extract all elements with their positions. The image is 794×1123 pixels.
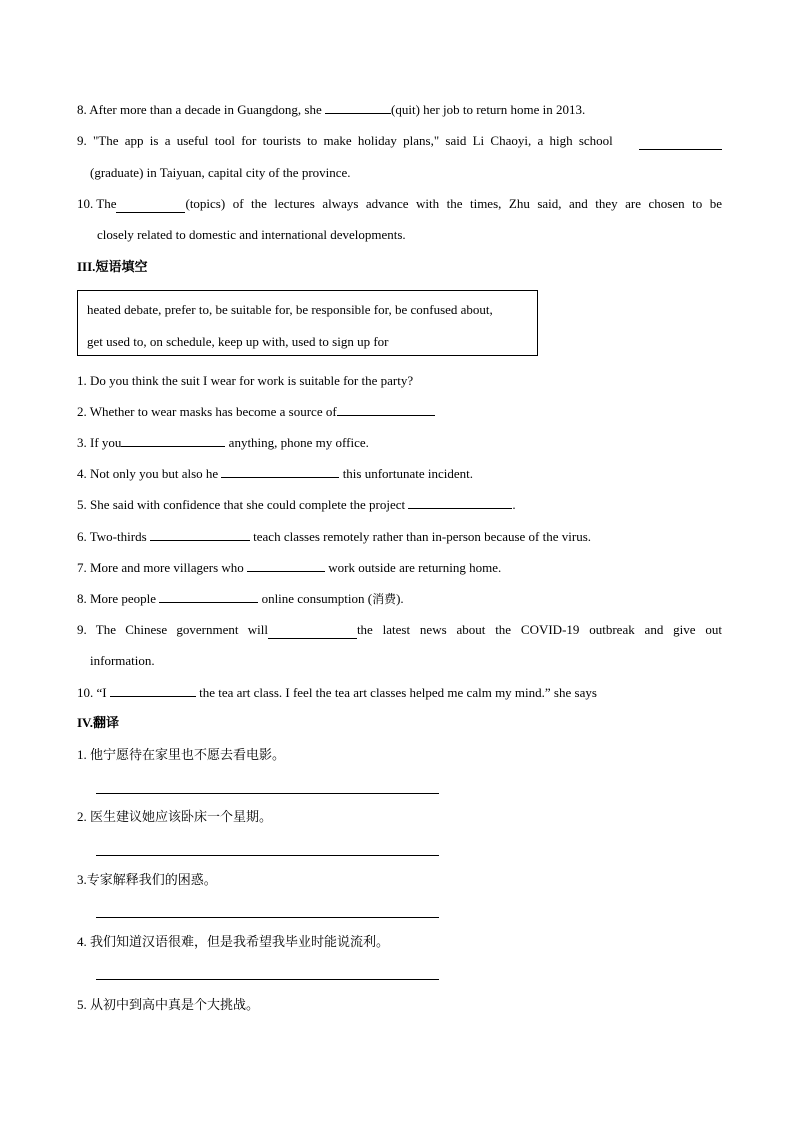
phrase-question-2: 2. Whether to wear masks has become a source of	[77, 403, 435, 421]
section-4-heading: IV.翻译	[77, 715, 120, 731]
phrase-question-3: 3. If you anything, phone my office.	[77, 435, 369, 450]
question-8: 8. After more than a decade in Guangdong, she (quit) her job to return home in 2013.	[77, 102, 586, 117]
translation-answer-line[interactable]	[96, 793, 439, 794]
translation-answer-line[interactable]	[96, 855, 439, 856]
answer-blank[interactable]	[325, 101, 391, 114]
phrase-question-9: 9. The Chinese government will the latest news about the COVID-19 outbreak and give out	[77, 622, 722, 637]
translation-item-3: 3.专家解释我们的困惑。	[77, 872, 217, 888]
answer-blank[interactable]	[408, 496, 512, 509]
phrase-question-10: 10. “I the tea art class. I feel the tea art classes helped me calm my mind.” she says	[77, 685, 597, 700]
word-bank-row-1: heated debate, prefer to, be suitable for, be responsible for, be confused about,	[87, 302, 493, 317]
translation-item-2: 2. 医生建议她应该卧床一个星期。	[77, 809, 273, 825]
answer-blank[interactable]	[337, 403, 435, 416]
phrase-question-5: 5. She said with confidence that she could complete the project .	[77, 497, 516, 512]
answer-blank[interactable]	[639, 137, 722, 150]
word-bank-row-2: get used to, on schedule, keep up with, used to sign up for	[87, 334, 389, 349]
answer-blank[interactable]	[247, 559, 325, 572]
phrase-question-6: 6. Two-thirds teach classes remotely rather than in-person because of the virus.	[77, 529, 592, 544]
answer-blank[interactable]	[268, 626, 357, 639]
translation-answer-line[interactable]	[96, 979, 439, 980]
answer-blank[interactable]	[116, 200, 185, 213]
answer-blank[interactable]	[150, 528, 250, 541]
translation-answer-line[interactable]	[96, 917, 439, 918]
translation-item-1: 1. 他宁愿待在家里也不愿去看电影。	[77, 747, 286, 763]
question-9: 9. "The app is a useful tool for tourists to make holiday plans," said Li Chaoyi, a high school	[77, 132, 722, 150]
answer-blank[interactable]	[110, 684, 196, 697]
question-10-continued: closely related to domestic and international developments.	[97, 227, 406, 242]
word-bank-box	[77, 290, 538, 356]
phrase-question-7: 7. More and more villagers who work outside are returning home.	[77, 560, 502, 575]
phrase-question-8: 8. More people online consumption (消费).	[77, 591, 404, 606]
translation-item-5: 5. 从初中到高中真是个大挑战。	[77, 997, 260, 1013]
question-10: 10. The (topics) of the lectures always advance with the times, Zhu said, and they are chosen to be	[77, 196, 722, 211]
section-3-heading: III.短语填空	[77, 259, 148, 275]
question-9-continued: (graduate) in Taiyuan, capital city of the province.	[90, 165, 351, 180]
answer-blank[interactable]	[121, 434, 225, 447]
phrase-question-9-continued: information.	[90, 653, 155, 668]
translation-item-4: 4. 我们知道汉语很难，但是我希望我毕业时能说流利。	[77, 934, 390, 950]
phrase-question-1: 1. Do you think the suit I wear for work is suitable for the party?	[77, 373, 414, 388]
answer-blank[interactable]	[159, 590, 258, 603]
phrase-question-4: 4. Not only you but also he this unfortunate incident.	[77, 466, 474, 481]
answer-blank[interactable]	[221, 465, 339, 478]
